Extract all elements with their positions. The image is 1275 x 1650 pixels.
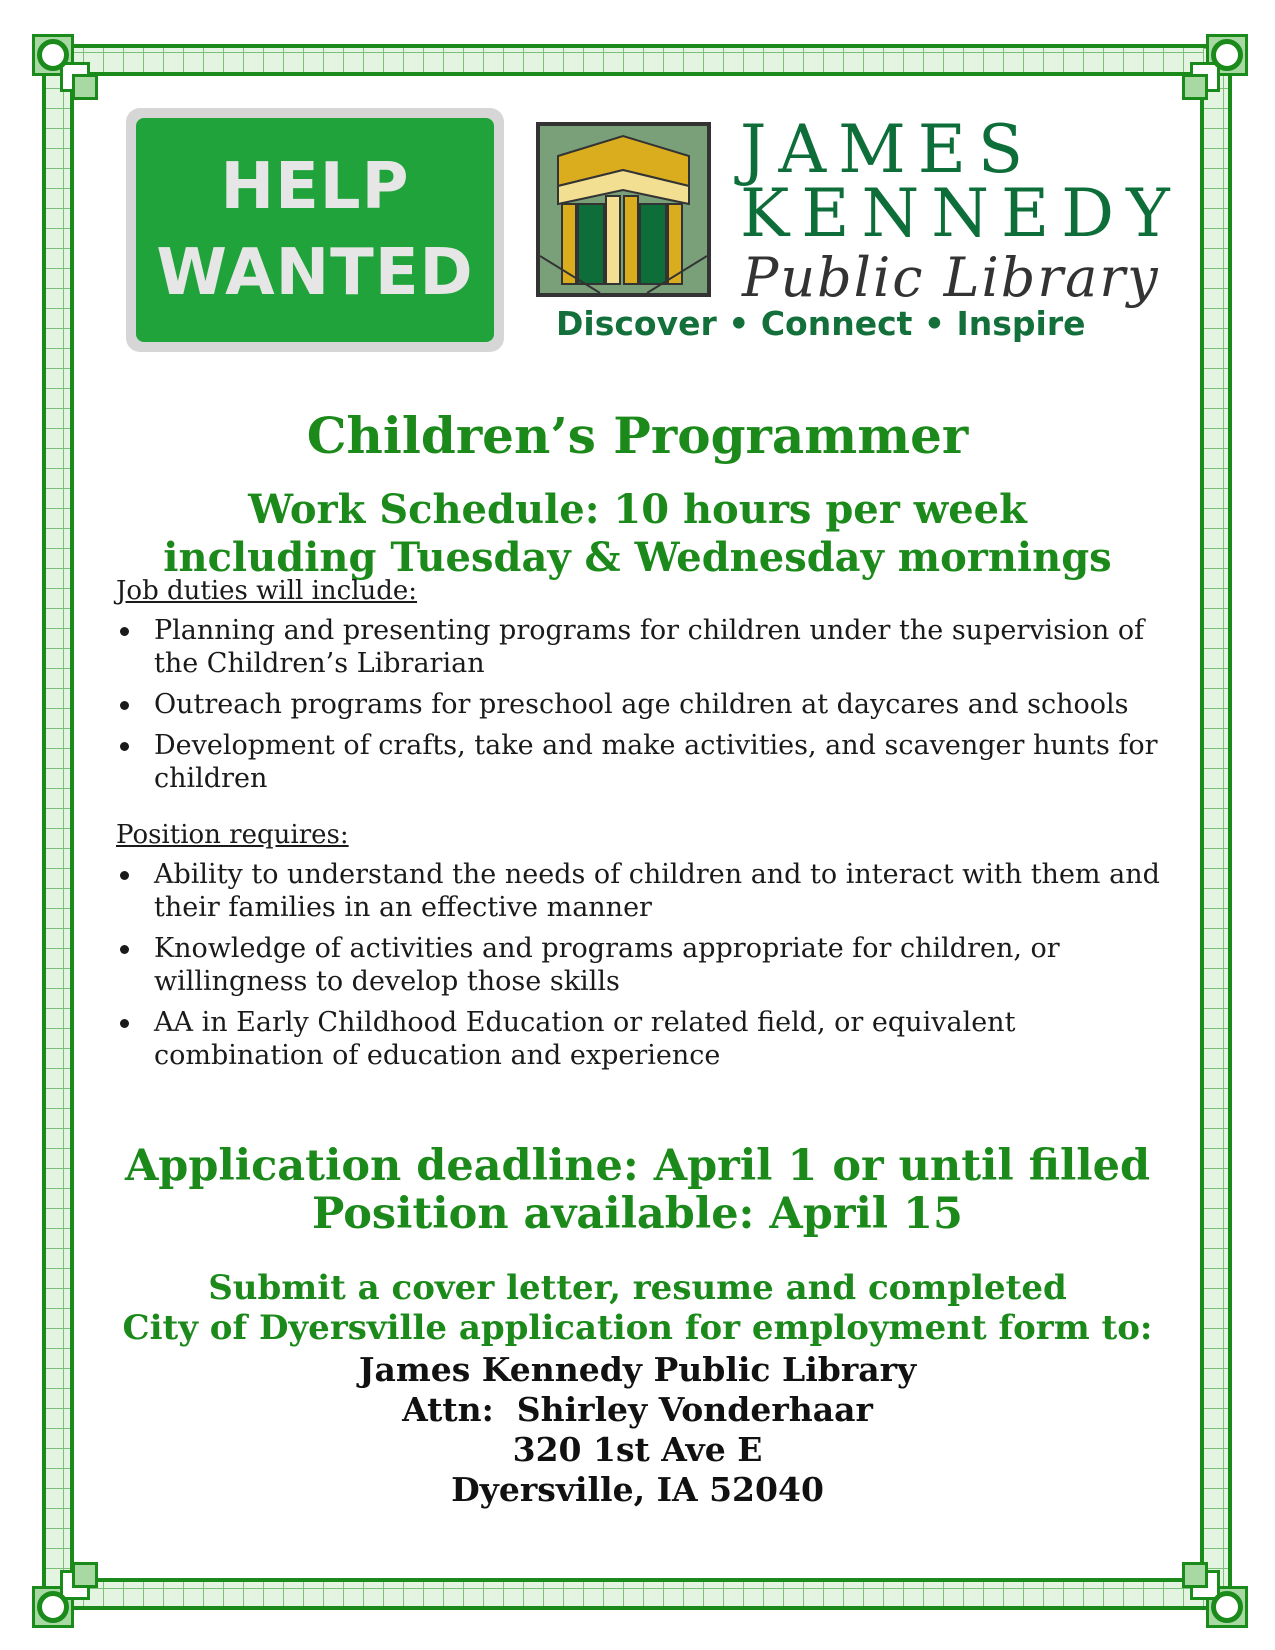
library-name-line1: JAMES: [740, 111, 1036, 188]
job-title: Children’s Programmer: [306, 406, 969, 465]
application-deadline: Application deadline: April 1 or until filled: [124, 1141, 1151, 1191]
work-schedule: [80, 486, 1195, 582]
list-item: Outreach programs for preschool age children at daycares and schools: [116, 688, 1176, 721]
list-item: Knowledge of activities and programs appropriate for children, or willingness to develop those skills: [116, 932, 1176, 998]
list-item: Development of crafts, take and make activities, and scavenger hunts for children: [116, 729, 1176, 795]
requirements-heading: Position requires:: [116, 820, 349, 850]
corner-ornament-icon: [1172, 34, 1242, 104]
library-name-line2: KENNEDY: [740, 175, 1182, 252]
requirements-list: [116, 858, 1176, 1080]
help-wanted-sign: [126, 108, 504, 352]
library-logo-icon: [536, 122, 711, 297]
corner-ornament-icon: [32, 1552, 102, 1622]
duties-heading: Job duties will include:: [116, 576, 418, 606]
address-line3: 320 1st Ave E: [512, 1430, 763, 1469]
duties-list: [116, 614, 1176, 803]
border-left: [44, 46, 70, 1608]
submit-line1: Submit a cover letter, resume and completed: [208, 1268, 1067, 1308]
address-line4: Dyersville, IA 52040: [451, 1470, 824, 1509]
help-sign-line2: WANTED: [156, 236, 474, 310]
submit-instructions: [80, 1268, 1195, 1348]
position-available: Position available: April 15: [312, 1189, 963, 1239]
schedule-line1: Work Schedule: 10 hours per week: [248, 486, 1027, 533]
submit-line2: City of Dyersville application for employment form to:: [122, 1308, 1153, 1348]
border-bottom: [44, 1582, 1230, 1608]
corner-ornament-icon: [1172, 1552, 1242, 1622]
address-line1: James Kennedy Public Library: [358, 1350, 917, 1389]
address-line2: Attn: Shirley Vonderhaar: [402, 1390, 873, 1429]
help-sign-line1: HELP: [220, 150, 410, 224]
library-script-name: Public Library: [742, 246, 1160, 309]
mailing-address: [80, 1350, 1195, 1510]
list-item: AA in Early Childhood Education or related field, or equivalent combination of education and experience: [116, 1006, 1176, 1072]
application-dates: [80, 1142, 1195, 1238]
schedule-line2: including Tuesday & Wednesday mornings: [163, 534, 1112, 581]
corner-ornament-icon: [32, 34, 102, 104]
border-right: [1204, 46, 1230, 1608]
library-tagline: Discover • Connect • Inspire: [556, 304, 1086, 343]
list-item: Ability to understand the needs of children and to interact with them and their families in an effective manner: [116, 858, 1176, 924]
border-top: [44, 46, 1230, 72]
list-item: Planning and presenting programs for children under the supervision of the Children’s Librarian: [116, 614, 1176, 680]
